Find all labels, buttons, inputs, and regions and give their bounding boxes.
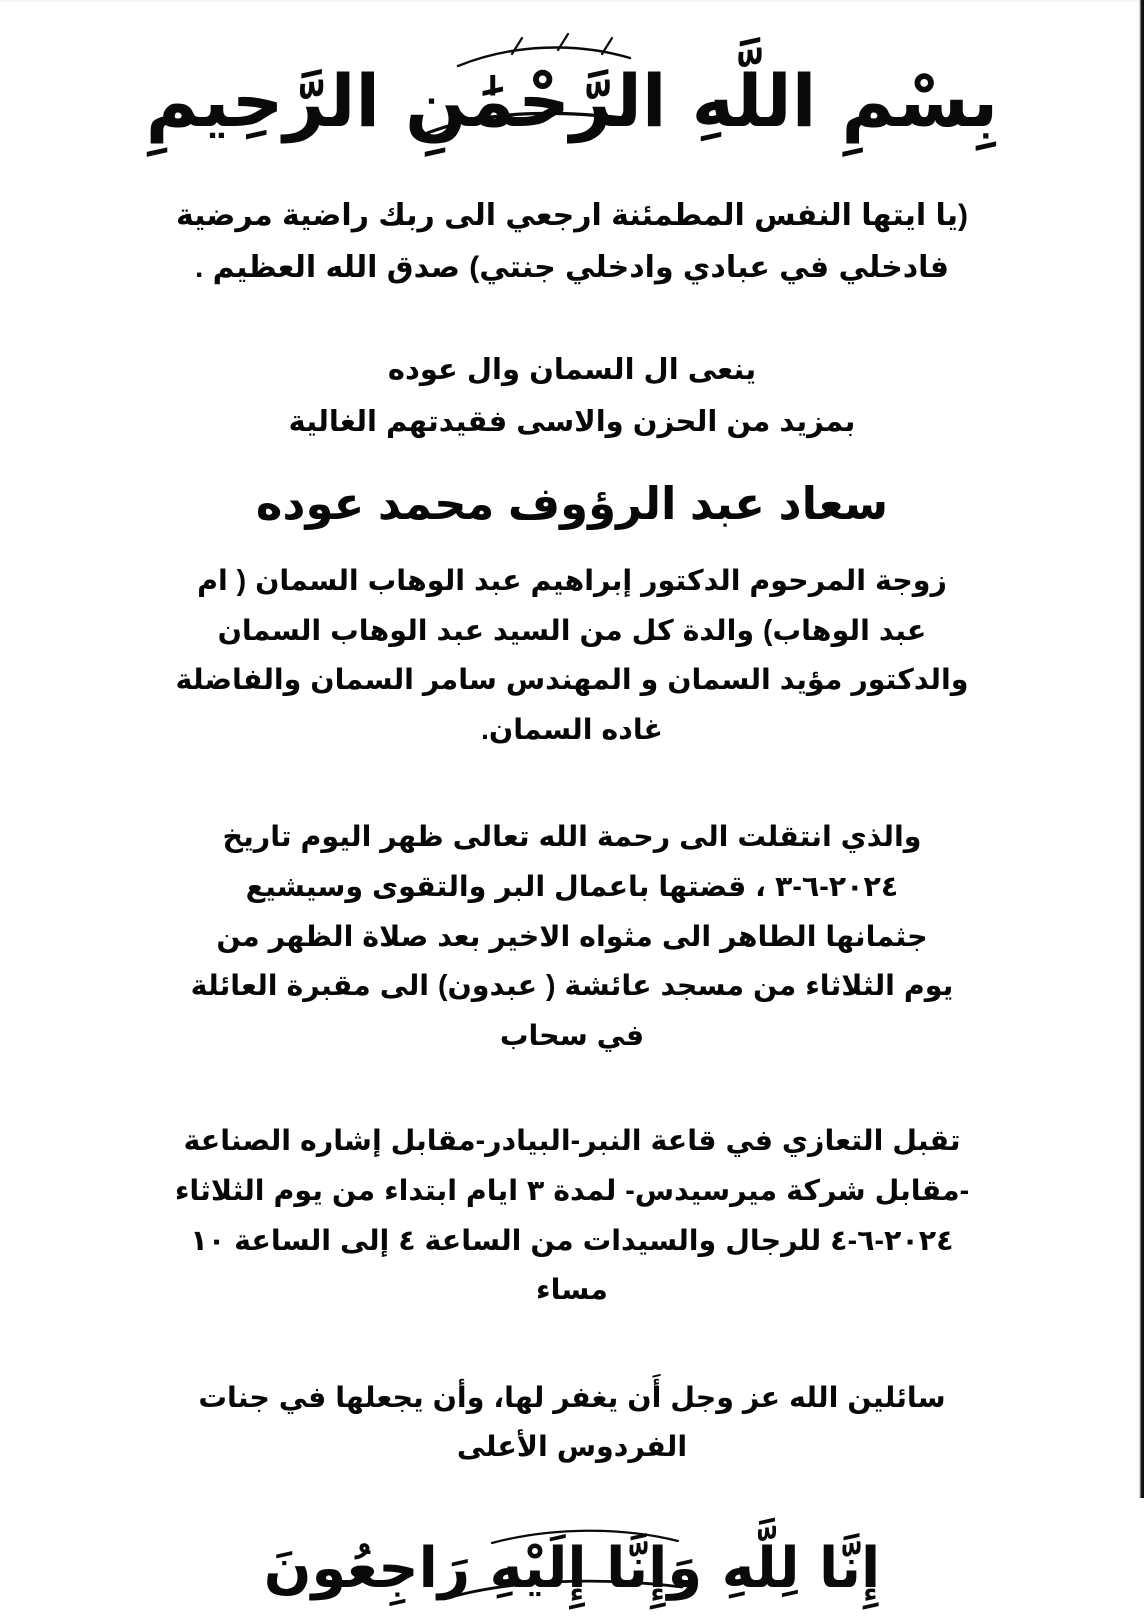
condolences-line-3: ٢٠٢٤-٦-٤ للرجال والسيدات من الساعة ٤ إلى الساعة ١٠ [190,1224,954,1257]
condolences-line-1: تقبل التعازي في قاعة النبر-البيادر-مقابل إشاره الصناعة [183,1125,961,1158]
passing-line-4: يوم الثلاثاء من مسجد عائشة ( عبدون) الى مقبرة العائلة [190,970,954,1003]
scan-edge-right [1139,0,1144,1498]
announcement [142,345,1002,448]
quran-verse [142,190,1002,293]
prayer-line-2: الفردوس الأعلى [456,1431,688,1464]
passing-line-5: في سحاب [499,1019,645,1052]
announcement-line-2: بمزيد من الحزن والاسى فقيدتهم الغالية [288,405,856,438]
relations-line-1: زوجة المرحوم الدكتور إبراهيم عبد الوهاب السمان ( ام [197,565,947,598]
inna-lillah-text: إِنَّا لِلَّهِ وَإِنَّا إِلَيْهِ رَاجِعُونَ [263,1535,881,1601]
basmala-text: بِسْمِ اللَّهِ الرَّحْمَٰنِ الرَّحِيمِ [145,59,999,143]
basmala-calligraphy [86,0,1058,174]
passing-line-3: جثمانها الطاهر الى مثواه الاخير بعد صلاة الظهر من [216,920,928,953]
condolences-line-2: -مقابل شركة ميرسيدس- لمدة ٣ ايام ابتداء من يوم الثلاثاء [174,1174,970,1207]
passing-line-1: والذي انتقلت الى رحمة الله تعالى ظهر اليوم تاريخ [222,821,922,854]
relations-line-4: غاده السمان. [480,713,664,746]
verse-line-2: فادخلي في عبادي وادخلي جنتي) صدق الله العظيم . [194,250,950,284]
announcement-line-1: ينعى ال السمان وال عوده [387,354,757,387]
family-relations [132,557,1012,755]
verse-line-1: (يا ايتها النفس المطمئنة ارجعي الى ربك راضية مرضية [175,199,968,232]
passing-details [132,813,1012,1061]
relations-line-3: والدكتور مؤيد السمان و المهندس سامر السمان والفاضلة [175,664,969,697]
relations-line-2: عبد الوهاب) والدة كل من السيد عبد الوهاب السمان [217,614,927,647]
closing-prayer [152,1374,992,1473]
condolences-line-4: مساء [536,1274,608,1307]
passing-line-2: ٢٠٢٤-٦-٣ ، قضتها باعمال البر والتقوى وسيشيع [245,871,899,904]
deceased-name: سعاد عبد الرؤوف محمد عوده [255,478,889,530]
inna-lillah-calligraphy [86,1513,1058,1617]
prayer-line-1: سائلين الله عز وجل أَن يغفر لها، وأن يجعلها في جنات [198,1381,946,1414]
condolences-details [132,1117,1012,1315]
obituary-content [72,0,1072,1617]
